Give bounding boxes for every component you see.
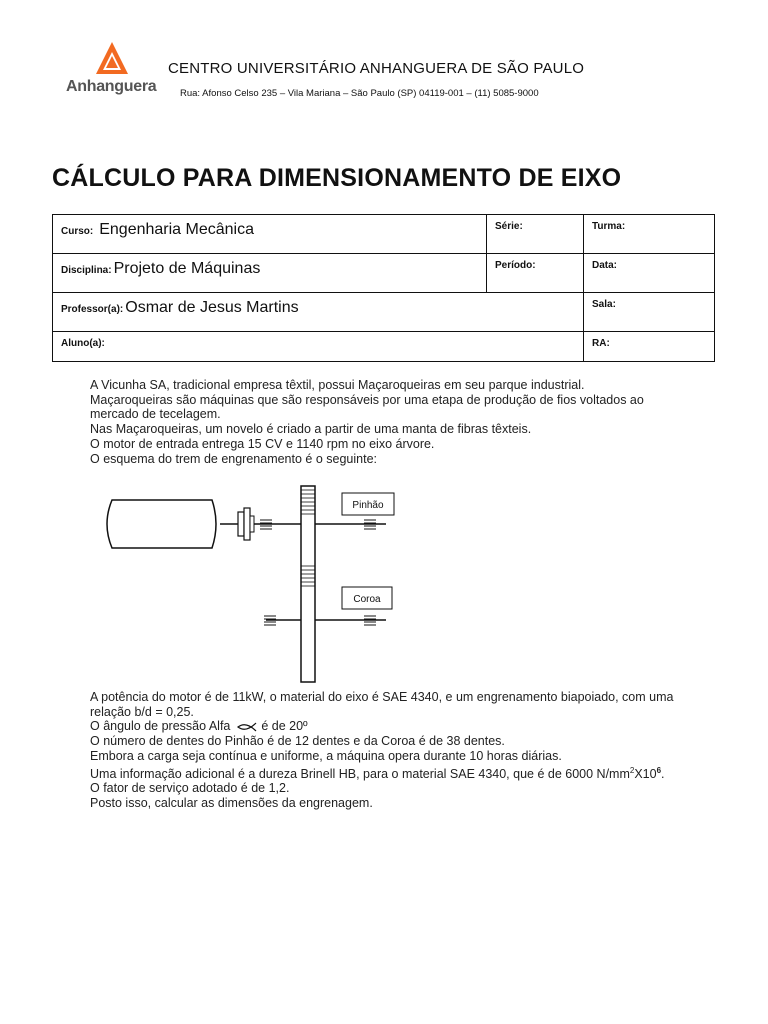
hardness-exponent: 2 [629, 765, 635, 775]
coroa-label: Coroa [353, 594, 381, 605]
serie-label: Série: [495, 221, 523, 232]
page-title: CÁLCULO PARA DIMENSIONAMENTO DE EIXO [52, 164, 622, 192]
problem-line [90, 719, 673, 734]
intro-line: O esquema do trem de engrenamento é o seguinte: [90, 451, 377, 466]
aluno-label: Aluno(a): [61, 338, 105, 349]
ra-label: RA: [592, 338, 610, 349]
logo-wordmark: Anhanguera [66, 78, 157, 95]
problem-line: relação b/d = 0,25. [90, 704, 194, 719]
coupling-icon [220, 508, 254, 540]
data-label: Data: [592, 260, 618, 271]
aluno-cell [53, 332, 584, 362]
disciplina-cell [53, 254, 487, 293]
professor-label: Professor(a): [61, 304, 124, 315]
hardness-text: Uma informação adicional é a dureza Brinell HB, para o material SAE 4340, que é de 6000 N/mm [90, 766, 630, 781]
hardness-multiplier: X10 [634, 766, 657, 781]
institution-address: Rua: Afonso Celso 235 – Vila Mariana – São Paulo (SP) 04119-001 – (11) 5085-9000 [180, 88, 539, 99]
intro-line: O motor de entrada entrega 15 CV e 1140 rpm no eixo árvore. [90, 436, 435, 451]
problem-line: Embora a carga seja contínua e uniforme, a máquina opera durante 10 horas diárias. [90, 748, 562, 763]
curso-cell [53, 215, 487, 254]
sala-label: Sala: [592, 299, 616, 310]
disciplina-label: Disciplina: [61, 265, 112, 276]
turma-cell [584, 215, 715, 254]
gear-train-diagram [96, 480, 416, 686]
problem-line: O número de dentes do Pinhão é de 12 dentes e da Coroa é de 38 dentes. [90, 734, 505, 749]
professor-value: Osmar de Jesus Martins [125, 299, 299, 316]
turma-label: Turma: [592, 221, 626, 232]
intro-line: mercado de tecelagem. [90, 407, 221, 422]
serie-cell [487, 215, 584, 254]
periodo-label: Período: [495, 260, 536, 271]
course-info-table [52, 214, 715, 362]
hardness-power: 6 [656, 765, 662, 775]
disciplina-value: Projeto de Máquinas [113, 260, 261, 277]
problem-line: Posto isso, calcular as dimensões da engrenagem. [90, 796, 373, 811]
periodo-cell [487, 254, 584, 293]
pinion-teeth-icon [301, 490, 315, 514]
curso-label: Curso: [61, 226, 94, 237]
pressure-angle-text: O ângulo de pressão Alfa [90, 719, 231, 734]
hardness-period: . [661, 766, 665, 781]
intro-text [90, 378, 644, 466]
gear-body-icon [301, 486, 315, 682]
ra-cell [584, 332, 715, 362]
sala-cell [584, 293, 715, 332]
institution-name: CENTRO UNIVERSITÁRIO ANHANGUERA DE SÃO PAULO [168, 60, 585, 77]
problem-line: O fator de serviço adotado é de 1,2. [90, 781, 290, 796]
intro-line: Maçaroqueiras são máquinas que são responsáveis por uma etapa de produção de fios voltados ao [90, 392, 644, 407]
problem-text [90, 690, 673, 811]
problem-line: A potência do motor é de 11kW, o material do eixo é SAE 4340, e um engrenamento biapoiado, com uma [90, 690, 674, 704]
intro-line: Nas Maçaroqueiras, um novelo é criado a partir de uma manta de fibras têxteis. [90, 422, 532, 437]
pinhao-label: Pinhão [352, 500, 384, 511]
data-cell [584, 254, 715, 293]
intro-line: A Vicunha SA, tradicional empresa têxtil, possui Maçaroqueiras em seu parque industrial. [90, 378, 585, 392]
pressure-angle-value: é de 20º [261, 719, 308, 734]
professor-cell [53, 293, 584, 332]
alpha-symbol-icon [234, 721, 258, 733]
motor-cylinder-icon [107, 500, 216, 548]
curso-value: Engenharia Mecânica [99, 221, 254, 238]
problem-line [90, 764, 673, 782]
